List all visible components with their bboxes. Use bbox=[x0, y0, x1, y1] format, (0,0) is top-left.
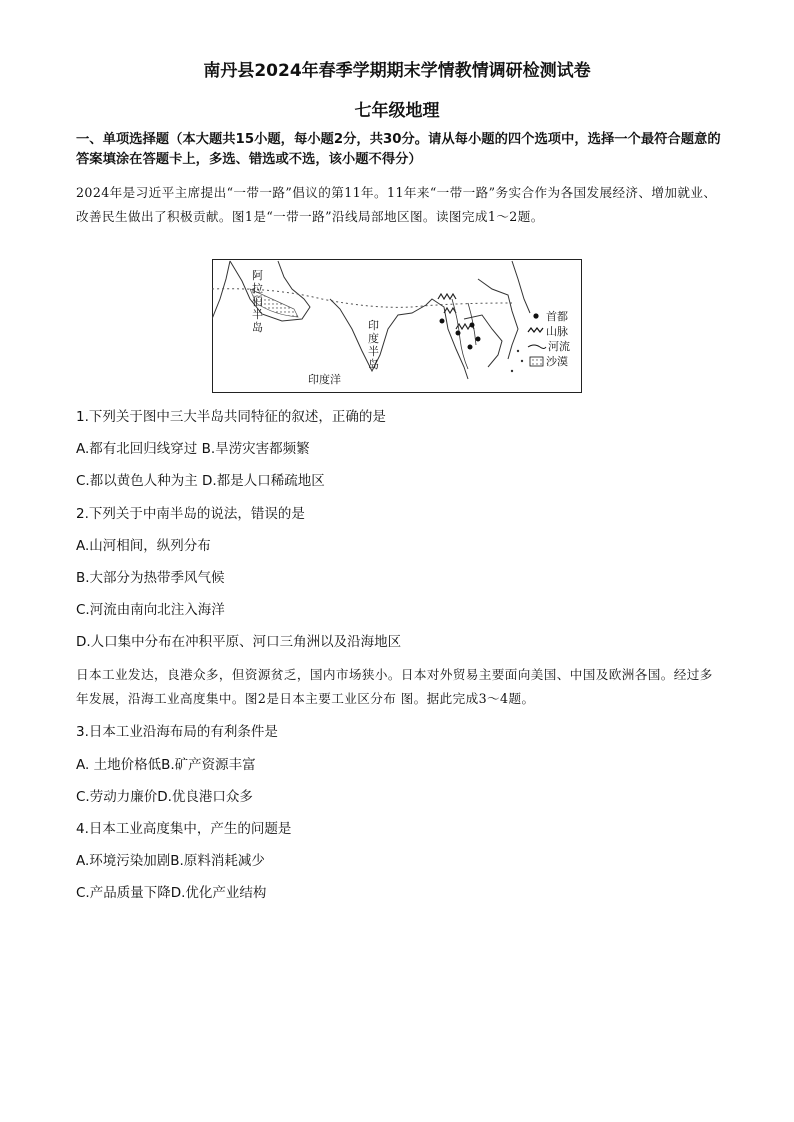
material-passage-1: 2024年是习近平主席提出“一带一路”倡议的第11年。11年来“一带一路”务实合作为各国发展经济、增加就业、改善民生做出了积极贡献。图1是“一带一路”沿线局部地区图。读图完成1～2题。 bbox=[76, 185, 717, 224]
question-1-options-cd: C.都以黄色人种为主 D.都是人口稀疏地区 bbox=[76, 473, 325, 489]
map-label-arabia-3: 伯 bbox=[252, 295, 263, 308]
question-3-options-cd: C.劳动力廉价D.优良港口众多 bbox=[76, 789, 253, 805]
map-label-india-4: 岛 bbox=[368, 358, 379, 371]
material-passage-2: 日本工业发达，良港众多，但资源贫乏，国内市场狭小。日本对外贸易主要面向美国、中国及欧洲各国。经过多年发展，沿海工业高度集中。图2是日本主要工业区分布 图。据此完成3～4题。 bbox=[76, 667, 713, 706]
question-4-options-cd: C.产品质量下降D.优化产业结构 bbox=[76, 885, 267, 901]
map-label-india-2: 度 bbox=[368, 332, 379, 345]
legend-label-river: 河流 bbox=[548, 340, 570, 353]
legend-label-capital: 首都 bbox=[546, 310, 568, 323]
map-figure-1 bbox=[212, 259, 582, 393]
question-3-stem: 3.日本工业沿海布局的有利条件是 bbox=[76, 724, 278, 740]
exam-title: 南丹县2024年春季学期期末学情教情调研检测试卷 bbox=[203, 61, 591, 81]
question-1-options-ab: A.都有北回归线穿过 B.旱涝灾害都频繁 bbox=[76, 441, 310, 457]
question-2-option-a: A.山河相间，纵列分布 bbox=[76, 538, 211, 554]
map-label-indian-ocean: 印度洋 bbox=[308, 373, 341, 386]
question-1-stem: 1.下列关于图中三大半岛共同特征的叙述，正确的是 bbox=[76, 409, 386, 425]
legend-label-desert: 沙漠 bbox=[546, 355, 568, 368]
map-label-arabia-4: 半 bbox=[252, 308, 263, 321]
question-4-options-ab: A.环境污染加剧B.原料消耗减少 bbox=[76, 853, 265, 869]
exam-subtitle: 七年级地理 bbox=[354, 101, 440, 121]
question-2-stem: 2.下列关于中南半岛的说法，错误的是 bbox=[76, 506, 305, 522]
question-2-option-d: D.人口集中分布在冲积平原、河口三角洲以及沿海地区 bbox=[76, 634, 402, 650]
map-label-india-3: 半 bbox=[368, 345, 379, 358]
question-4-stem: 4.日本工业高度集中，产生的问题是 bbox=[76, 821, 292, 837]
map-label-india-1: 印 bbox=[368, 319, 379, 332]
capital-dot-icon bbox=[533, 313, 538, 318]
map-label-arabia-1: 阿 bbox=[252, 269, 263, 282]
section-heading: 一、单项选择题（本大题共15小题，每小题2分，共30分。请从每小题的四个选项中，选择一个最符合题意的答案填涂在答题卡上，多选、错选或不选，该小题不得分） bbox=[76, 132, 721, 167]
legend-label-mountain: 山脉 bbox=[546, 325, 568, 338]
question-2-option-b: B.大部分为热带季风气候 bbox=[76, 570, 225, 586]
map-label-arabia-2: 拉 bbox=[252, 282, 263, 295]
question-2-option-c: C.河流由南向北注入海洋 bbox=[76, 602, 225, 618]
map-label-arabia-5: 岛 bbox=[252, 321, 263, 334]
question-3-options-ab: A. 土地价格低B.矿产资源丰富 bbox=[76, 757, 256, 773]
desert-icon bbox=[530, 357, 543, 366]
